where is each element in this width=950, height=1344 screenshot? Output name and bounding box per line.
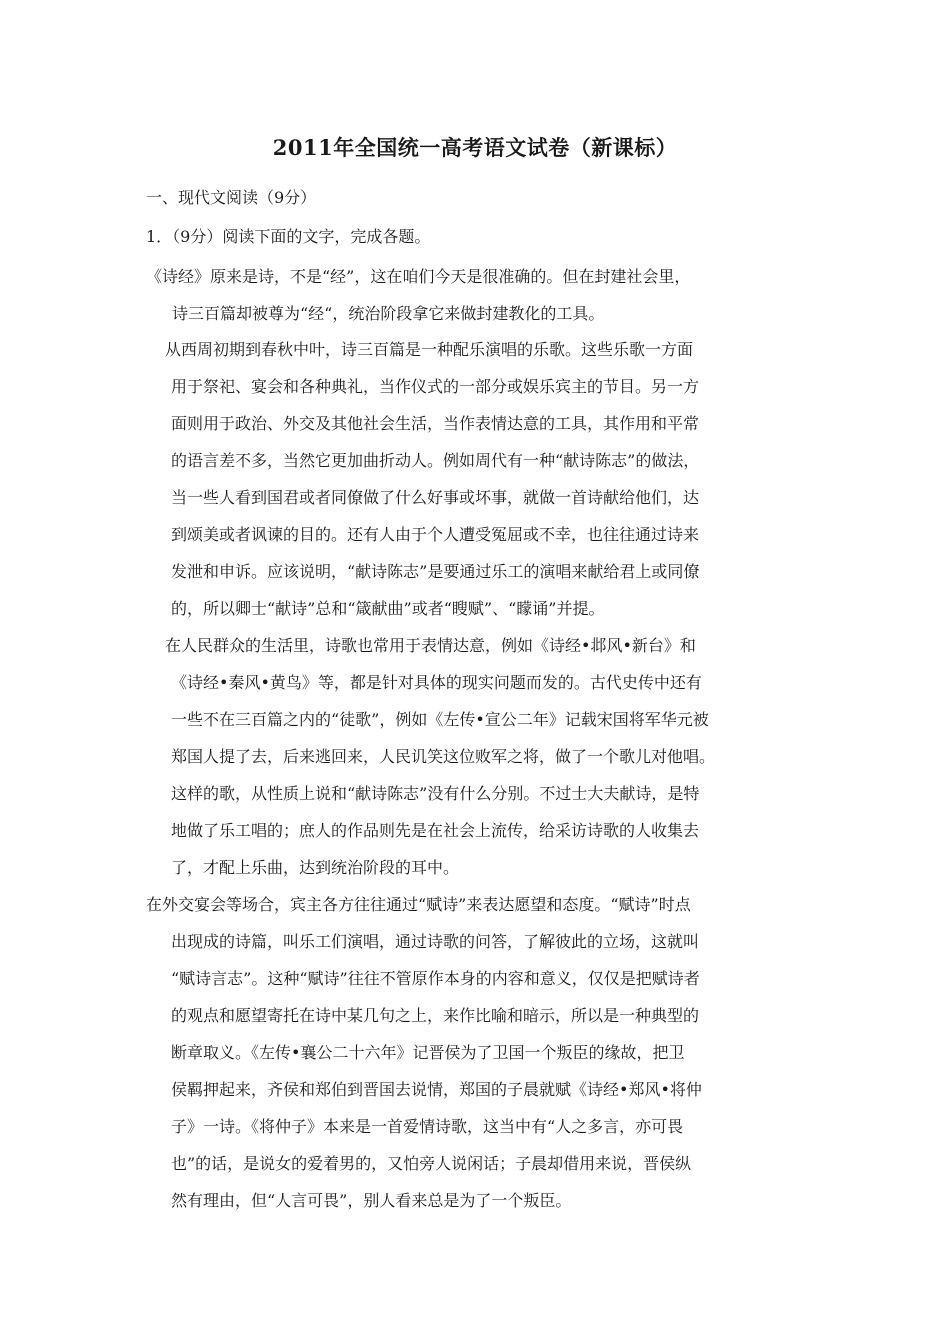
passage-paragraph-3 bbox=[165, 627, 845, 886]
text-line: “赋诗言志”。这种“赋诗”往往不管原作本身的内容和意义，仅仅是把赋诗者 bbox=[171, 969, 700, 988]
passage-paragraph-2 bbox=[165, 331, 845, 627]
text-line: 发泄和申诉。应该说明，“献诗陈志”是要通过乐工的演唱来献给君上或同僚 bbox=[171, 562, 700, 581]
text-line: 的语言差不多，当然它更加曲折动人。例如周代有一种“献诗陈志”的做法， bbox=[171, 451, 700, 470]
text-line: 的，所以卿士“献诗”总和“箴献曲”或者“瞍赋”、“矇诵”并提。 bbox=[171, 599, 605, 618]
text-line: 诗三百篇却被尊为“经“，统治阶段拿它来做封建教化的工具。 bbox=[172, 304, 605, 323]
text-line: 也”的话，是说女的爱着男的，又怕旁人说闲话；子晨却借用来说，晋侯纵 bbox=[171, 1154, 692, 1173]
text-line: 子》一诗。《将仲子》本来是一首爱情诗歌，这当中有“人之多言，亦可畏 bbox=[171, 1117, 684, 1136]
text-line: 郑国人提了去，后来逃回来，人民讥笑这位败军之将，做了一个歌儿对他唱。 bbox=[171, 747, 716, 766]
text-line: 出现成的诗篇，叫乐工们演唱，通过诗歌的问答，了解彼此的立场，这就叫 bbox=[171, 932, 700, 951]
text-line: 《诗经》原来是诗，不是“经”，这在咱们今天是很准确的。但在封建社会里， bbox=[146, 267, 691, 286]
text-line: 这样的歌，从性质上说和“献诗陈志”没有什么分别。不过士大夫献诗，是特 bbox=[171, 784, 700, 803]
text-line: 地做了乐工唱的；庶人的作品则先是在社会上流传，给采访诗歌的人收集去 bbox=[171, 821, 700, 840]
text-line: 当一些人看到国君或者同僚做了什么好事或坏事，就做一首诗献给他们，达 bbox=[171, 488, 700, 507]
passage-paragraph-4 bbox=[146, 886, 826, 1219]
text-line: 在外交宴会等场合，宾主各方往往通过“赋诗”来表达愿望和态度。“赋诗”时点 bbox=[146, 895, 691, 914]
passage-paragraph-1 bbox=[146, 258, 826, 332]
text-line: 断章取义。《左传•襄公二十六年》记晋侯为了卫国一个叛臣的缘故，把卫 bbox=[171, 1043, 685, 1062]
text-line: 的观点和愿望寄托在诗中某几句之上，来作比喻和暗示，所以是一种典型的 bbox=[171, 1006, 700, 1025]
text-line: 到颂美或者讽谏的目的。还有人由于个人遭受冤屈或不幸，也往往通过诗来 bbox=[171, 525, 700, 544]
text-line: 《诗经•秦风•黄鸟》等，都是针对具体的现实问题而发的。古代史传中还有 bbox=[171, 673, 702, 692]
section-heading: 一、现代文阅读（9分） bbox=[146, 188, 317, 207]
text-line: 从西周初期到春秋中叶，诗三百篇是一种配乐演唱的乐歌。这些乐歌一方面 bbox=[165, 340, 694, 359]
text-line: 面则用于政治、外交及其他社会生活，当作表情达意的工具，其作用和平常 bbox=[171, 414, 700, 433]
text-line: 侯羁押起来，齐侯和郑伯到晋国去说情，郑国的子晨就赋《诗经•郑风•将仲 bbox=[171, 1080, 702, 1099]
text-line: 然有理由，但“人言可畏”，别人看来总是为了一个叛臣。 bbox=[171, 1191, 572, 1210]
text-line: 在人民群众的生活里，诗歌也常用于表情达意，例如《诗经•邶风•新台》和 bbox=[165, 636, 696, 655]
question-prompt: 1．（9分）阅读下面的文字，完成各题。 bbox=[146, 227, 431, 246]
text-line: 用于祭祀、宴会和各种典礼，当作仪式的一部分或娱乐宾主的节目。另一方 bbox=[171, 377, 700, 396]
text-line: 一些不在三百篇之内的“徒歌”，例如《左传•宣公二年》记载宋国将军华元被 bbox=[171, 710, 709, 729]
exam-title: 2011年全国统一高考语文试卷（新课标） bbox=[272, 135, 678, 160]
text-line: 了，才配上乐曲，达到统治阶段的耳中。 bbox=[171, 858, 460, 877]
